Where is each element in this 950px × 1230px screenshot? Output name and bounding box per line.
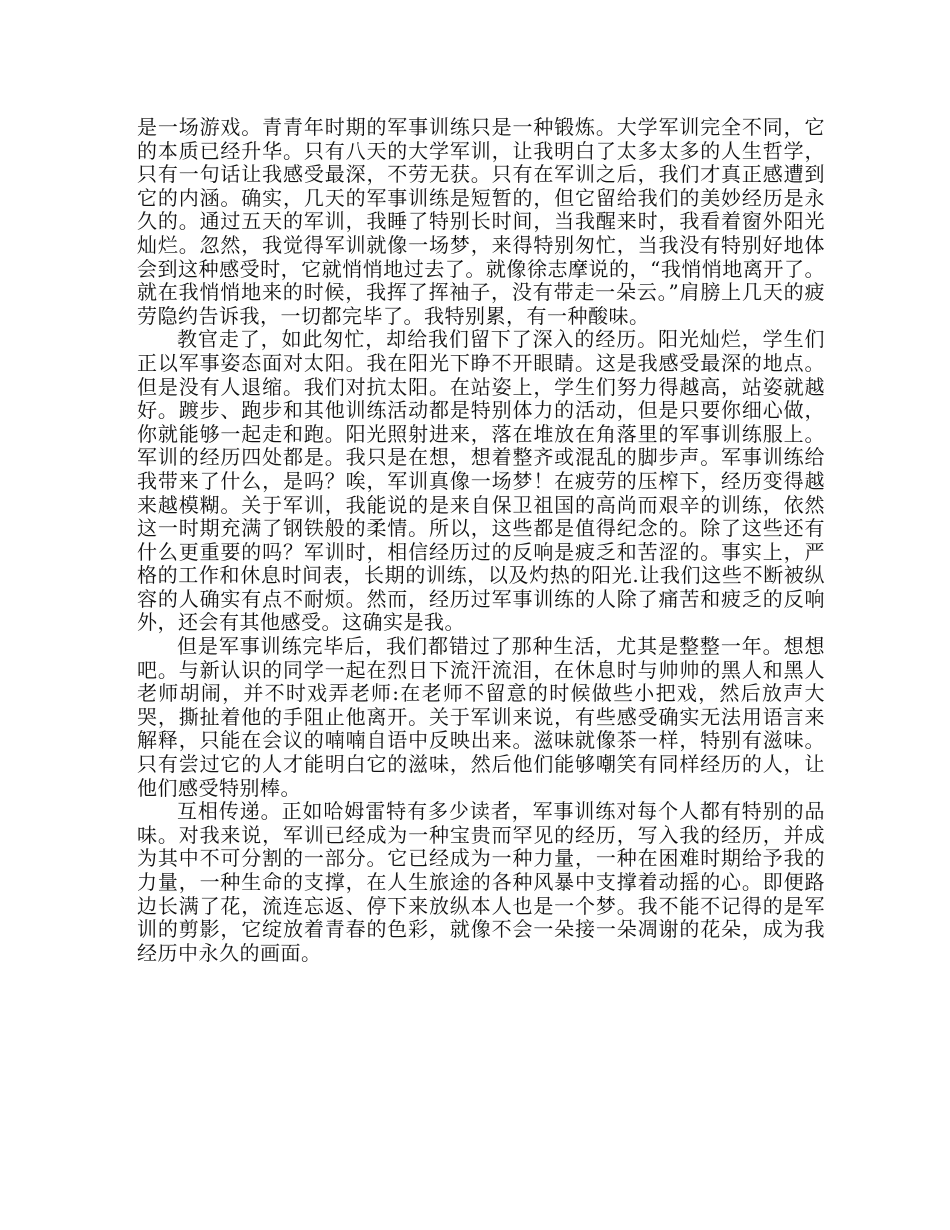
- document-body: [137, 116, 825, 965]
- paragraph-4: 互相传递。正如哈姆雷特有多少读者，军事训练对每个人都有特别的品味。对我来说，军训已经成为一种宝贵而罕见的经历，写入我的经历，并成为其中不可分割的一部分。它已经成为一种力量，一种在困难时期给予我的力量，一种生命的支撑，在人生旅途的各种风暴中支撑着动摇的心。即便路边长满了花，流连忘返、停下来放纵本人也是一个梦。我不能不记得的是军训的剪影，它绽放着青春的色彩，就像不会一朵接一朵凋谢的花朵，成为我经历中永久的画面。: [137, 799, 825, 965]
- paragraph-1: 是一场游戏。青青年时期的军事训练只是一种锻炼。大学军训完全不同，它的本质已经升华。只有八天的大学军训，让我明白了太多太多的人生哲学，只有一句话让我感受最深，不劳无获。只有在军训之后，我们才真正感遭到它的内涵。确实，几天的军事训练是短暂的，但它留给我们的美妙经历是永久的。通过五天的军训，我睡了特别长时间，当我醒来时，我看着窗外阳光灿烂。忽然，我觉得军训就像一场梦，来得特别匆忙，当我没有特别好地体会到这种感受时，它就悄悄地过去了。就像徐志摩说的，“我悄悄地离开了。就在我悄悄地来的时候，我挥了挥袖子，没有带走一朵云。”肩膀上几天的疲劳隐约告诉我，一切都完毕了。我特别累，有一种酸味。: [137, 115, 825, 328]
- paragraph-2: 教官走了，如此匆忙，却给我们留下了深入的经历。阳光灿烂，学生们正以军事姿态面对太阳。我在阳光下睁不开眼睛。这是我感受最深的地点。但是没有人退缩。我们对抗太阳。在站姿上，学生们努力得越高，站姿就越好。踱步、跑步和其他训练活动都是特别体力的活动，但是只要你细心做，你就能够一起走和跑。阳光照射进来，落在堆放在角落里的军事训练服上。军训的经历四处都是。我只是在想，想着整齐或混乱的脚步声。军事训练给我带来了什么，是吗？唉，军训真像一场梦！在疲劳的压榨下，经历变得越来越模糊。关于军训，我能说的是来自保卫祖国的高尚而艰辛的训练，依然这一时期充满了钢铁般的柔情。所以，这些都是值得纪念的。除了这些还有什么更重要的吗？军训时，相信经历过的反响是疲乏和苦涩的。事实上，严格的工作和休息时间表，长期的训练，以及灼热的阳光.让我们这些不断被纵容的人确实有点不耐烦。然而，经历过军事训练的人除了痛苦和疲乏的反响外，还会有其他感受。这确实是我。: [137, 327, 825, 635]
- paragraph-3: 但是军事训练完毕后，我们都错过了那种生活，尤其是整整一年。想想吧。与新认识的同学一起在烈日下流汗流泪，在休息时与帅帅的黑人和黑人老师胡闹，并不时戏弄老师:在老师不留意的时候做些小把戏，然后放声大哭，撕扯着他的手阻止他离开。关于军训来说，有些感受确实无法用语言来解释，只能在会议的喃喃自语中反映出来。滋味就像茶一样，特别有滋味。只有尝过它的人才能明白它的滋味，然后他们能够嘲笑有同样经历的人，让他们感受特别棒。: [137, 634, 825, 800]
